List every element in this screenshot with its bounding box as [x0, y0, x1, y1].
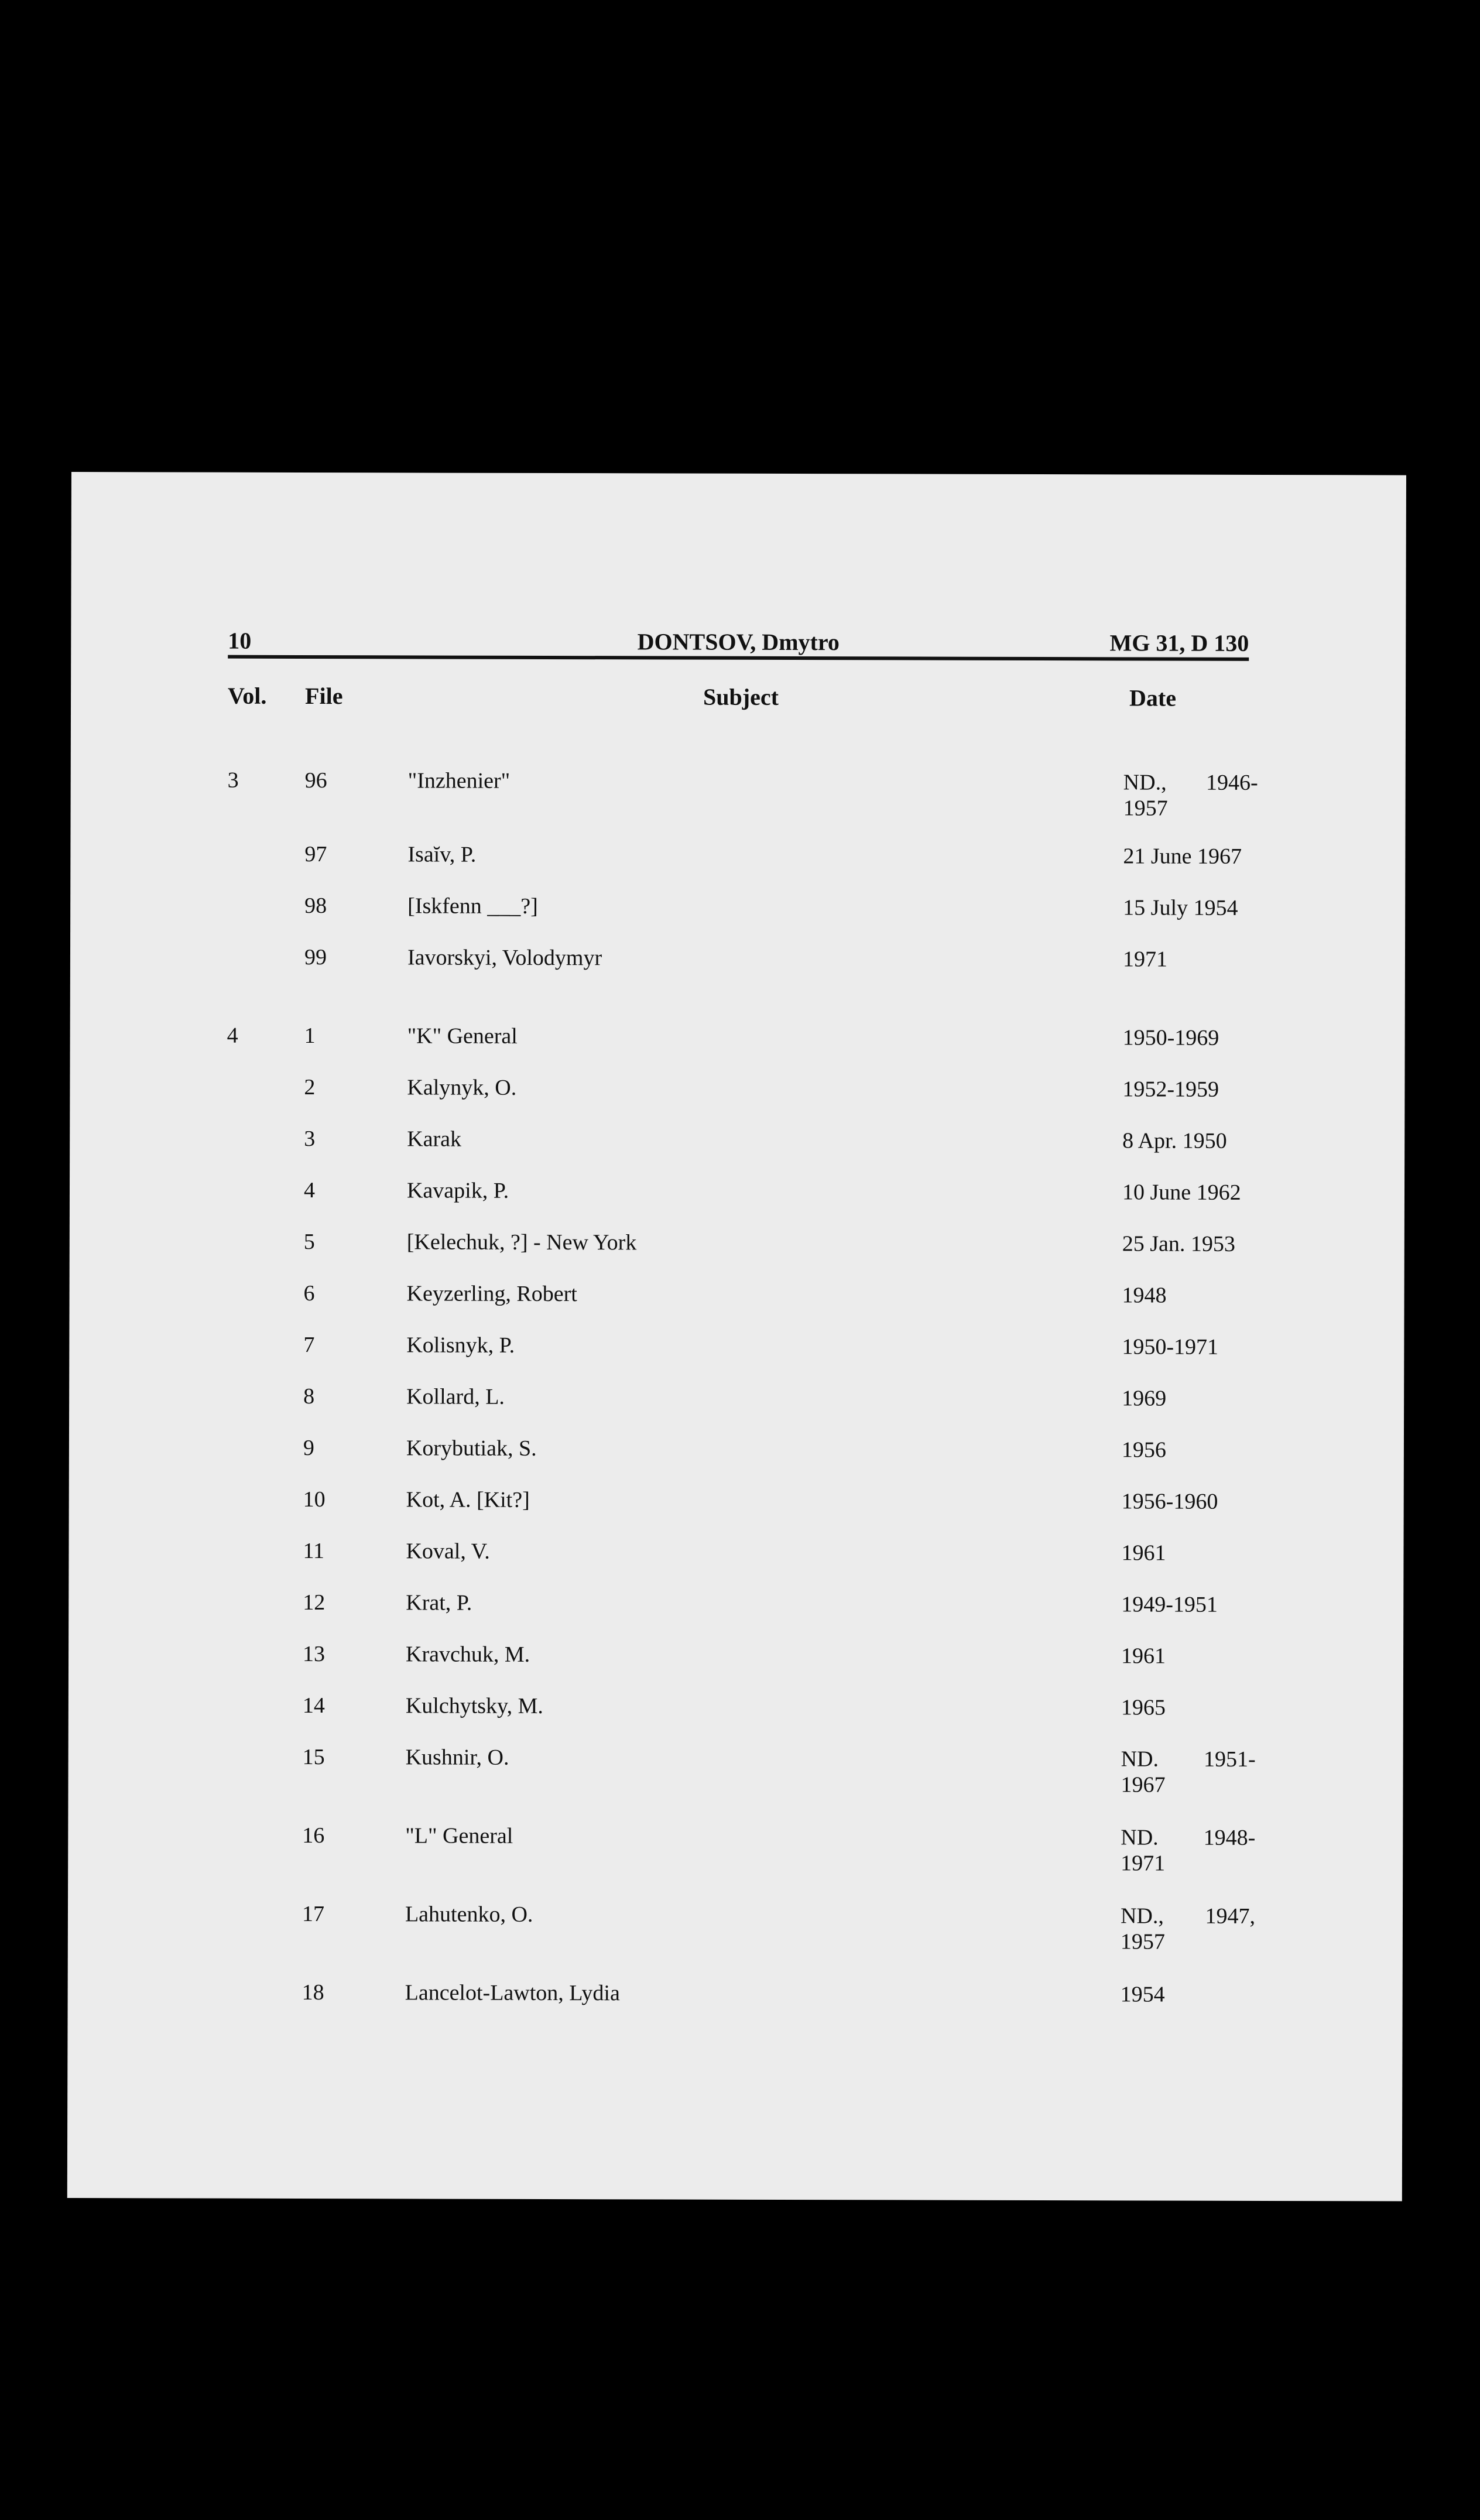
list-item	[69, 1486, 1404, 1514]
subject-text: [Kelechuk, ?] - New York	[406, 1230, 637, 1255]
date-cell	[1121, 1643, 1256, 1669]
list-item	[68, 1901, 1403, 1954]
file-number: 13	[303, 1641, 326, 1667]
date-cell	[1123, 895, 1258, 921]
date-value: 25 Jan. 1953	[1122, 1231, 1235, 1256]
list-item	[70, 944, 1405, 972]
file-number: 14	[302, 1693, 325, 1718]
file-number: 6	[303, 1280, 315, 1306]
list-item	[69, 1538, 1404, 1566]
list-item	[69, 1383, 1404, 1411]
date-range-start: 1947,	[1205, 1903, 1256, 1929]
date-cell	[1121, 1694, 1256, 1721]
file-number: 15	[302, 1744, 325, 1770]
subject-text: Kavapik, P.	[406, 1178, 509, 1203]
date-value: 1950-1969	[1122, 1025, 1219, 1050]
date-value: 1956	[1121, 1437, 1166, 1463]
file-number: 12	[303, 1590, 326, 1615]
date-cell	[1122, 1179, 1257, 1206]
date-value: 1952-1959	[1122, 1077, 1219, 1102]
date-cell	[1122, 1282, 1257, 1309]
date-cell	[1122, 1076, 1257, 1102]
date-value: 1954	[1120, 1982, 1165, 2007]
page-number: 10	[228, 627, 252, 654]
list-item	[68, 1744, 1403, 1797]
subject-text: "Inzhenier"	[407, 768, 511, 793]
subject-text: Kulchytsky, M.	[405, 1693, 543, 1718]
date-cell	[1123, 843, 1258, 869]
file-number: 16	[302, 1823, 325, 1848]
file-number: 9	[303, 1435, 314, 1461]
file-number: 18	[302, 1980, 324, 2005]
subject-text: Kot, A. [Kit?]	[406, 1487, 530, 1512]
date-cell	[1123, 1025, 1258, 1051]
date-cell	[1121, 1746, 1255, 1798]
subject-text: Kolisnyk, P.	[406, 1333, 515, 1358]
list-item	[70, 1074, 1404, 1102]
page-title: DONTSOV, Dmytro	[637, 628, 840, 656]
date-value: 1948	[1122, 1283, 1167, 1308]
file-number: 11	[303, 1538, 325, 1564]
date-cell	[1121, 1540, 1256, 1566]
date-range-end: 1957	[1120, 1929, 1165, 1954]
subject-text: Korybutiak, S.	[406, 1436, 537, 1461]
date-range-end: 1957	[1123, 796, 1168, 821]
date-value: 1961	[1121, 1644, 1166, 1669]
date-value: 1961	[1121, 1540, 1166, 1566]
volume-number: 3	[227, 768, 239, 793]
column-header-file: File	[305, 682, 343, 710]
date-value: 1969	[1122, 1386, 1167, 1411]
column-header-date: Date	[1129, 684, 1177, 711]
list-item	[69, 1434, 1404, 1463]
date-start: ND.	[1121, 1747, 1159, 1772]
list-item	[70, 1228, 1404, 1256]
page-header	[228, 620, 1249, 660]
date-value: 10 June 1962	[1122, 1180, 1241, 1205]
list-item	[71, 767, 1406, 821]
date-value: 1950-1971	[1122, 1334, 1219, 1360]
subject-text: [Iskfenn ___?]	[407, 893, 538, 919]
file-number: 1	[304, 1023, 316, 1049]
date-cell	[1121, 1903, 1255, 1955]
list-item	[70, 1280, 1404, 1308]
file-number: 98	[304, 893, 327, 919]
date-range-end: 1971	[1121, 1851, 1166, 1876]
date-value: 1965	[1121, 1695, 1166, 1720]
file-number: 7	[303, 1332, 315, 1358]
date-cell	[1123, 769, 1258, 821]
date-value: 1971	[1122, 947, 1168, 972]
file-number: 8	[303, 1384, 315, 1409]
file-number: 99	[304, 944, 327, 970]
file-number: 5	[303, 1229, 315, 1255]
file-number: 2	[304, 1074, 316, 1100]
date-value: 1956-1960	[1121, 1489, 1218, 1514]
date-cell	[1121, 1981, 1255, 2008]
date-start: ND.,	[1120, 1903, 1164, 1929]
date-range-end: 1967	[1121, 1772, 1166, 1797]
date-value: 21 June 1967	[1123, 844, 1242, 869]
file-number: 4	[303, 1177, 316, 1203]
list-item	[69, 1331, 1404, 1360]
date-range-start: 1951-	[1203, 1747, 1256, 1772]
list-item	[70, 1125, 1404, 1153]
subject-text: Iavorskyi, Volodymyr	[407, 945, 602, 971]
file-number: 97	[304, 841, 327, 867]
document-page	[67, 472, 1406, 2201]
list-item	[70, 1022, 1405, 1050]
date-start: ND.	[1121, 1825, 1159, 1850]
file-number: 17	[302, 1901, 325, 1927]
date-cell	[1122, 1334, 1256, 1360]
subject-text: Lahutenko, O.	[405, 1902, 533, 1927]
file-number: 96	[304, 768, 327, 793]
list-item	[68, 1641, 1403, 1669]
date-cell	[1121, 1824, 1255, 1877]
date-range-start: 1946-	[1206, 770, 1258, 795]
subject-text: "K" General	[407, 1023, 518, 1049]
list-item	[70, 892, 1405, 920]
date-cell	[1122, 1488, 1256, 1515]
subject-text: "L" General	[405, 1823, 513, 1848]
volume-number: 4	[227, 1023, 238, 1048]
list-item	[68, 1692, 1403, 1720]
date-cell	[1122, 1385, 1256, 1412]
date-cell	[1122, 1231, 1257, 1257]
subject-text: Lancelot-Lawton, Lydia	[405, 1980, 620, 2006]
subject-text: Kushnir, O.	[405, 1745, 509, 1770]
list-item	[68, 1822, 1403, 1876]
column-header-vol: Vol.	[228, 682, 267, 709]
list-item	[68, 1589, 1403, 1617]
subject-text: Karak	[407, 1127, 462, 1152]
date-cell	[1122, 1128, 1257, 1154]
subject-text: Kravchuk, M.	[406, 1642, 530, 1667]
file-number: 3	[304, 1126, 316, 1152]
collection-reference: MG 31, D 130	[1109, 629, 1249, 656]
list-item	[70, 841, 1405, 869]
subject-text: Kollard, L.	[406, 1384, 505, 1409]
date-value: 8 Apr. 1950	[1122, 1128, 1227, 1153]
file-number: 10	[303, 1487, 326, 1512]
subject-text: Krat, P.	[406, 1590, 472, 1615]
subject-text: Kalynyk, O.	[407, 1075, 517, 1100]
column-header-subject: Subject	[703, 683, 779, 710]
list-item	[70, 1177, 1404, 1205]
date-start: ND.,	[1123, 770, 1167, 795]
date-value: 1949-1951	[1121, 1592, 1218, 1617]
date-cell	[1122, 1437, 1256, 1463]
date-value: 15 July 1954	[1123, 895, 1238, 920]
date-cell	[1121, 1591, 1256, 1618]
subject-text: Isaĭv, P.	[407, 842, 477, 867]
date-range-start: 1948-	[1203, 1825, 1256, 1850]
list-item	[68, 1979, 1403, 2007]
subject-text: Keyzerling, Robert	[406, 1281, 577, 1307]
date-cell	[1123, 946, 1258, 973]
subject-text: Koval, V.	[406, 1539, 490, 1564]
